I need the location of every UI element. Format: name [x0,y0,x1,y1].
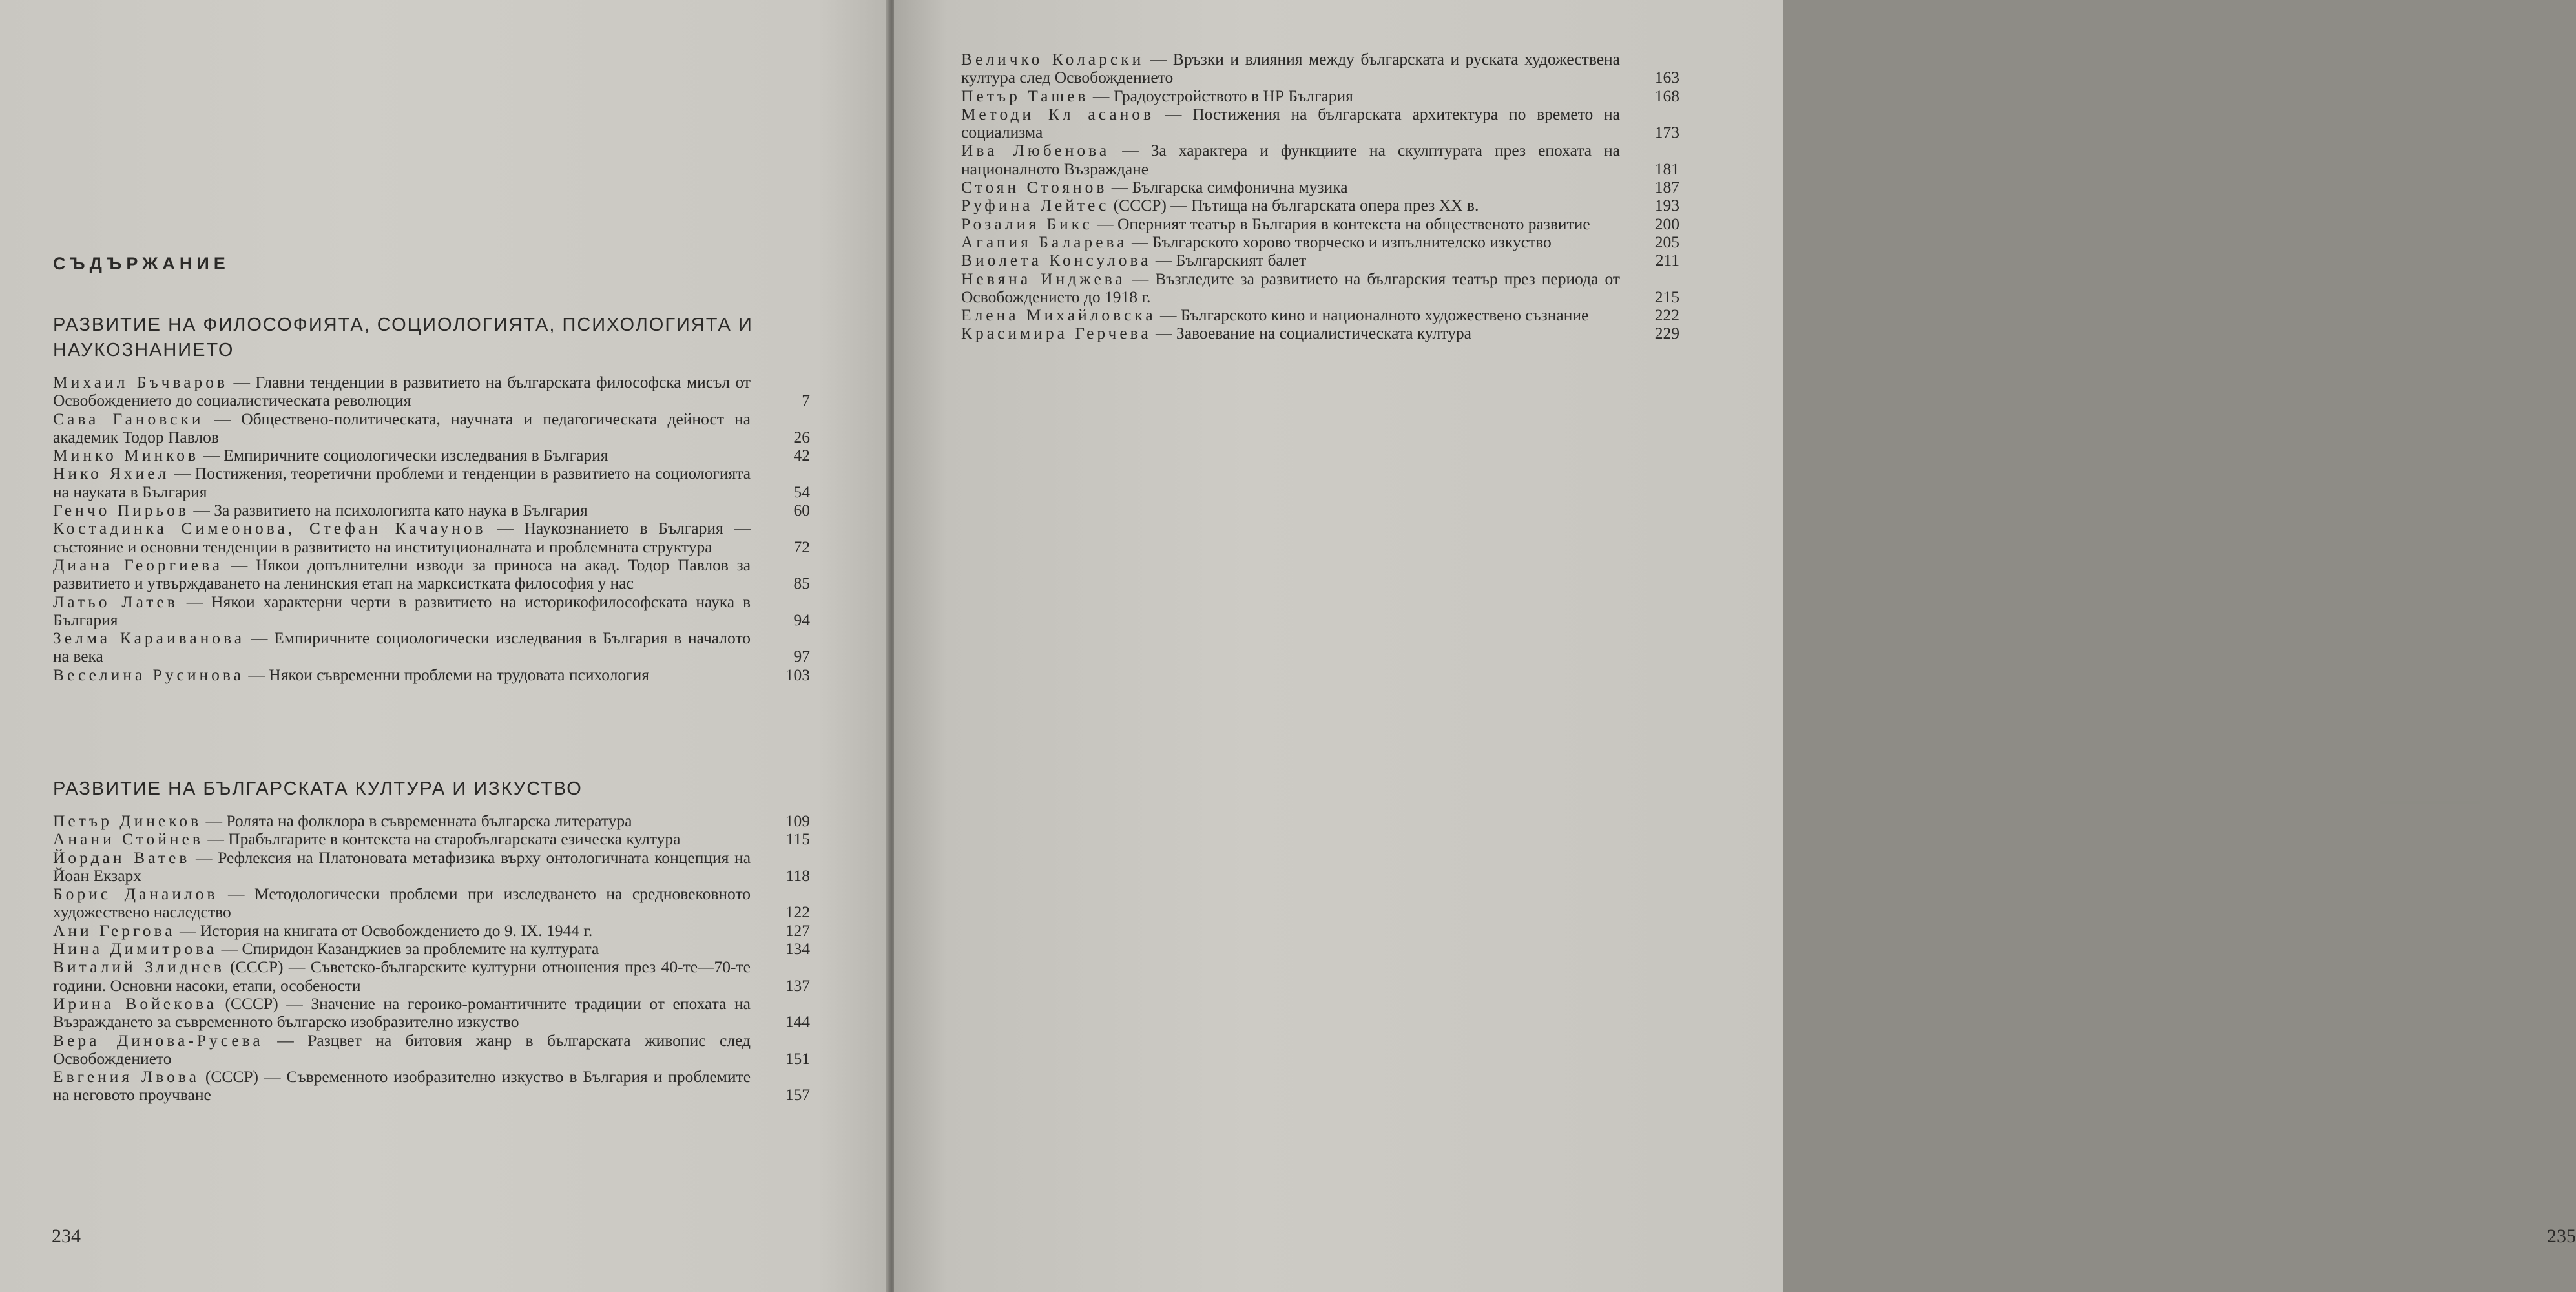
toc-entry-author: Невяна Инджева [961,269,1126,288]
toc-entry-author: Петър Ташев [961,86,1089,105]
toc-entry-title: — Рефлексия на Платоновата метафизика върху онтологичната концепция на Йоан Екзарх [53,848,751,885]
toc-entry-page: 94 [793,610,810,629]
toc-entry [53,812,815,830]
toc-entry-title: — Оперният театър в България в контекста на общественото развитие [1097,214,1590,233]
toc-entry-page: 222 [1654,306,1679,325]
toc-entry [53,940,815,958]
toc-entry-author: Стоян Стоянов [961,178,1108,197]
toc-entry-page: 229 [1654,324,1679,343]
page-number-left: 234 [52,1225,81,1247]
toc-entry-title: — Постижения, теоретични проблеми и тенденции в развитието на социологията на науката в България [53,464,751,501]
toc-entry-page: 85 [793,574,810,593]
toc-entry-text [53,501,815,519]
toc-entry-text [961,141,1685,178]
toc-entry [961,270,1685,307]
toc-entry [961,233,1685,251]
toc-entry-title: — Спиридон Казанджиев за проблемите на културата [221,939,599,959]
toc-entry-text [961,215,1685,233]
toc-entry-page: 215 [1654,287,1679,306]
toc-entry-author: Ива Любенова [961,141,1110,160]
toc-entry-page: 157 [785,1085,810,1105]
toc-entry-text [53,464,815,501]
toc-entry-author: Розалия Бикс [961,214,1093,233]
show-through-text [2263,801,2535,1253]
toc-heading: СЪДЪРЖАНИЕ [53,254,230,273]
toc-entry-title: — За характера и функциите на скулптурата през епохата на националното Възраждане [961,141,1620,178]
toc-entry-author: Нина Димитрова [53,939,218,959]
toc-entry-title: — Прабългарите в контекста на старобългарската езическа култура [207,829,681,849]
toc-entry [961,196,1685,214]
toc-entry-page: 122 [785,902,810,922]
left-page [0,0,889,1292]
toc-entry-text [961,306,1685,324]
toc-entry-title: — Разцвет на битовия жанр в българската живопис след Освобождението [53,1030,751,1068]
toc-entry-text [53,556,815,593]
toc-entry-text [53,922,815,940]
toc-entry-title: — Емпиричните социологически изследвания в България в началото на века [53,629,751,666]
toc-entry-title: — Някои съвременни проблеми на трудовата психология [248,665,649,684]
toc-entry-page: 115 [785,829,810,849]
toc-entry-title: — Някои допълнителни изводи за приноса на акад. Тодор Павлов за развитието и утвърждаването на ленинския етап на марксистката философия у нас [53,555,751,593]
toc-entry-title: — Градоустройството в НР България [1092,86,1353,105]
toc-list-section1 [53,373,815,684]
toc-entry-text [53,410,815,447]
toc-entry [961,324,1685,342]
toc-entry-title: (СССР) — Пътища на българската опера през XX в. [1113,196,1479,215]
toc-entry-page: 205 [1654,232,1679,251]
toc-entry [961,50,1685,87]
toc-entry-text [961,50,1685,87]
toc-entry-page: 54 [793,482,810,501]
toc-entry-author: Нико Яхиел [53,464,170,483]
toc-entry-page: 211 [1655,251,1679,270]
toc-entry-author: Михаил Бъчваров [53,373,229,391]
toc-entry-title: — Наукознанието в България — състояние и основни тенденции в развитието на институционалната и проблемната структура [53,519,751,556]
toc-entry-author: Латьо Латев [53,592,178,611]
toc-entry-text [53,958,815,995]
toc-entry-author: Диана Георгиева [53,555,223,574]
toc-entry-text [53,995,815,1032]
toc-entry-text [53,940,815,958]
toc-entry-author: Руфина Лейтес [961,196,1110,215]
toc-entry-page: 144 [785,1012,810,1032]
toc-entry-text [961,324,1685,342]
toc-list-section2 [53,812,815,1105]
toc-entry [53,446,815,464]
toc-entry-text [961,270,1685,307]
toc-entry-text [53,885,815,922]
toc-entry-page: 163 [1654,68,1679,87]
toc-entry-page: 60 [793,501,810,520]
toc-entry-page: 97 [793,647,810,666]
toc-entry-text [53,373,815,410]
toc-entry [53,958,815,995]
toc-entry-author: Вера Динова-Русева [53,1030,264,1050]
toc-entry-page: 151 [785,1048,810,1068]
toc-entry-author: Борис Данаилов [53,884,218,904]
toc-entry-text [53,830,815,848]
toc-entry-page: 127 [785,921,810,940]
toc-entry-page: 7 [802,391,810,410]
toc-entry-page: 187 [1654,178,1679,197]
toc-entry-page: 134 [785,939,810,959]
toc-entry-title: — Завоевание на социалистическата култура [1156,324,1471,343]
toc-entry-author: Петър Динеков [53,811,202,830]
toc-entry [53,519,815,556]
toc-entry [961,141,1685,178]
toc-entry-title: — Българското хорово творческо и изпълнителско изкуство [1131,232,1552,251]
toc-entry-author: Елена Михайловска [961,306,1156,325]
toc-entry-page: 137 [785,975,810,995]
toc-entry [961,306,1685,324]
toc-entry-author: Виталий Злиднев [53,957,225,977]
toc-entry-author: Ани Гергова [53,921,176,940]
toc-entry-page: 193 [1654,196,1679,215]
toc-entry [53,849,815,886]
toc-entry-title: — История на книгата от Освобождението до 9. IX. 1944 г. [179,921,593,940]
toc-entry-author: Йордан Ватев [53,848,191,867]
toc-entry [53,629,815,666]
toc-entry-text [961,233,1685,251]
toc-entry [53,501,815,519]
toc-entry-text [53,849,815,886]
toc-entry-text [53,1068,815,1105]
toc-entry-title: — Ролята на фолклора в съвременната българска литература [205,811,632,830]
toc-entry-text [961,87,1685,105]
toc-entry [53,464,815,501]
toc-entry-title: — Българска симфонична музика [1111,178,1348,197]
toc-entry-title: — Обществено-политическата, научната и педагогическата дейност на академик Тодор Павлов [53,409,751,446]
toc-entry [961,87,1685,105]
toc-entry-author: Генчо Пирьов [53,501,189,520]
toc-entry-title: — Българският балет [1155,251,1307,270]
toc-entry-text [53,629,815,666]
toc-entry-title: (СССР) — Съветско-българските културни отношения през 40-те—70-те години. Основни насоки, етапи, особености [53,957,751,995]
toc-entry [961,105,1685,142]
toc-entry [53,885,815,922]
toc-entry-page: 26 [793,427,810,446]
toc-entry [961,178,1685,196]
toc-entry-text [53,593,815,630]
toc-entry-title: — Постижения на българската архитектура по времето на социализма [961,104,1620,142]
toc-entry-text [53,1032,815,1068]
toc-entry-author: Анани Стойнев [53,829,203,849]
toc-entry-title: (СССР) — Значение на героико-романтичните традиции от епохата на Възраждането за съвременното българско изобразително изкуство [53,994,751,1032]
toc-entry-text [53,519,815,556]
toc-entry-author: Методи Кл асанов [961,104,1155,123]
toc-entry-author: Ирина Войекова [53,994,217,1013]
toc-entry-author: Зелма Караиванова [53,629,245,648]
toc-entry-title: — Някои характерни черти в развитието на историкофилософската наука в България [53,592,751,629]
toc-entry [53,830,815,848]
toc-list-right [961,50,1685,343]
toc-entry-author: Виолета Консулова [961,251,1152,270]
toc-entry [53,410,815,447]
toc-entry [53,995,815,1032]
toc-entry-page: 168 [1654,86,1679,105]
toc-entry-page: 200 [1654,214,1679,233]
page-number-right: 235 [2547,1225,2576,1247]
toc-entry [961,215,1685,233]
toc-entry-page: 109 [785,811,810,830]
toc-entry-text [53,666,815,684]
toc-entry-author: Евгения Лвова [53,1067,200,1087]
toc-entry-text [961,196,1685,214]
toc-entry [53,666,815,684]
toc-entry-author: Сава Гановски [53,409,204,428]
toc-entry-text [53,812,815,830]
toc-entry-page: 103 [785,665,810,684]
toc-entry-title: — Методологически проблеми при изследването на средновековното художествено наследство [53,884,751,922]
toc-entry-title: — За развитието на психологията като наука в България [193,501,588,520]
toc-entry-page: 72 [793,537,810,556]
section-title-culture: РАЗВИТИЕ НА БЪЛГАРСКАТА КУЛТУРА И ИЗКУСТВО [53,778,583,799]
toc-entry-author: Агапия Баларева [961,232,1128,251]
toc-entry-title: — Българското кино и националното художествено съзнание [1160,306,1589,325]
toc-entry [53,1032,815,1068]
toc-entry-title: — Главни тенденции в развитието на българската философска мисъл от Освобождението до социалистическата революция [53,373,751,410]
toc-entry-text [961,105,1685,142]
toc-entry [53,556,815,593]
toc-entry-author: Костадинка Симеонова, Стефан Качаунов [53,519,486,538]
toc-entry [53,593,815,630]
toc-entry-title: (СССР) — Съвременното изобразително изкуство в България и проблемите на неговото проучване [53,1067,751,1105]
toc-entry [53,373,815,410]
toc-entry-page: 181 [1654,159,1679,178]
toc-entry-page: 42 [793,446,810,465]
toc-entry-title: — Емпиричните социологически изследвания в България [203,446,608,465]
toc-entry-text [961,178,1685,196]
toc-entry-title: — Връзки и влияния между българската и руската художествена култура след Освобождението [961,50,1620,87]
toc-entry-page: 173 [1654,123,1679,142]
toc-entry [53,1068,815,1105]
toc-entry-text [53,446,815,464]
toc-entry-author: Величко Коларски [961,50,1145,68]
toc-entry-author: Веселина Русинова [53,665,244,684]
toc-entry-text [961,251,1685,269]
toc-entry-page: 118 [785,866,810,885]
section-title-philosophy: РАЗВИТИЕ НА ФИЛОСОФИЯТА, СОЦИОЛОГИЯТА, ПСИХОЛОГИЯТА И НАУКОЗНАНИЕТО [53,315,753,360]
toc-entry [53,922,815,940]
toc-entry-author: Красимира Герчева [961,324,1152,343]
toc-entry-author: Минко Минков [53,446,200,465]
toc-entry [961,251,1685,269]
toc-entry-title: — Възгледите за развитието на българския театър през периода от Освобождението до 1918 г. [961,269,1620,306]
